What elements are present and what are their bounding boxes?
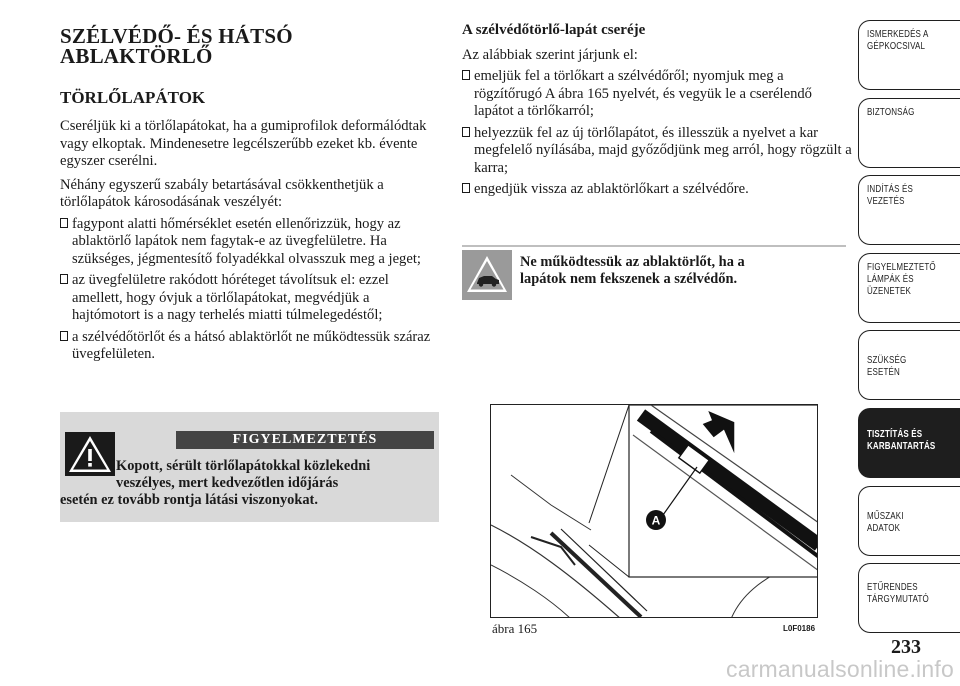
checkbox-bullet-icon xyxy=(60,218,68,228)
figure-code: L0F0186 xyxy=(783,624,816,633)
section-title: SZÉLVÉDŐ- ÉS HÁTSÓ ABLAKTÖRLŐ xyxy=(60,24,293,68)
figure-label-a: A xyxy=(651,513,661,528)
procedure-title: A szélvédőtörlő-lapát cseréje xyxy=(462,22,646,38)
warning-box xyxy=(60,412,439,522)
intro-paragraph: Cseréljük ki a törlőlapátokat, ha a gumiprofilok deformálódtak vagy elkoptak. Mindenesetre legcélszerűbb ezeket kb. évente egyszer cserélni. xyxy=(60,118,427,169)
rules-paragraph: Néhány egyszerű szabály betartásával csökkenthetjük a törlőlapátok károsodásának veszélyét: xyxy=(60,176,384,210)
checkbox-bullet-icon xyxy=(462,70,470,80)
page-number: 233 xyxy=(891,636,921,658)
list-item: az üvegfelületre rakódott hóréteget távolítsuk el: ezzel amellett, hogy óvjuk a törlőlapátokat, megvédjük a hajtómotort is a nagy terhelés miatti túlmelegedéstől; xyxy=(60,272,440,325)
checkbox-bullet-icon xyxy=(462,183,470,193)
chapter-tabs xyxy=(858,20,960,641)
procedure-list xyxy=(462,68,852,199)
checkbox-bullet-icon xyxy=(60,331,68,341)
warning-text: Kopott, sérült törlőlapátokkal közlekedni veszélyes, mert kedvezőtlen időjárás esetén ez tovább rontja látási viszonyokat. xyxy=(60,458,371,508)
rules-list xyxy=(60,216,440,364)
tab-inditas[interactable]: INDÍTÁS ÉS VEZETÉS xyxy=(858,175,960,245)
procedure-intro: Az alábbiak szerint járjunk el: xyxy=(462,47,638,63)
tab-figyelmezteto[interactable]: FIGYELMEZTETŐ LÁMPÁK ÉS ÜZENETEK xyxy=(858,253,960,323)
list-item: fagypont alatti hőmérséklet esetén ellenőrizzük, hogy az ablaktörlő lapátok nem fagytak-e az üvegfelületre. Ha szükséges, jégmentesítő folyadékkal olvasszuk meg a jeget; xyxy=(60,216,440,269)
list-item: helyezzük fel az új törlőlapátot, és illesszük a nyelvet a kar megfelelő nyílásába, majd győződjünk meg arról, hogy rögzült a karra; xyxy=(462,125,852,178)
subsection-title: TÖRLŐLAPÁTOK xyxy=(60,88,206,107)
figure-caption: ábra 165 xyxy=(492,621,538,636)
tab-ismerkedes[interactable]: ISMERKEDÉS A GÉPKOCSIVAL xyxy=(858,20,960,90)
watermark: carmanualsonline.info xyxy=(726,656,954,682)
warning-header: FIGYELMEZTETÉS xyxy=(176,431,434,449)
list-item: a szélvédőtörlőt és a hátsó ablaktörlőt ne működtessük száraz üvegfelületen. xyxy=(60,329,440,364)
caution-text: Ne működtessük az ablaktörlőt, ha a lapátok nem fekszenek a szélvédőn. xyxy=(520,254,745,287)
list-item: engedjük vissza az ablaktörlőkart a szélvédőre. xyxy=(462,181,852,199)
tab-targymutato[interactable]: ETŰRENDES TÁRGYMUTATÓ xyxy=(858,563,960,633)
checkbox-bullet-icon xyxy=(60,274,68,284)
caution-car-icon xyxy=(462,250,512,300)
tab-muszaki[interactable]: MŰSZAKI ADATOK xyxy=(858,486,960,556)
tab-tisztitas[interactable]: TISZTÍTÁS ÉS KARBANTARTÁS xyxy=(858,408,960,478)
checkbox-bullet-icon xyxy=(462,127,470,137)
list-item: emeljük fel a törlőkart a szélvédőről; nyomjuk meg a rögzítőrugó A ábra 165 nyelvét, és vegyük le a cserélendő lapátot a törlőkarról; xyxy=(462,68,852,121)
section-divider xyxy=(462,245,846,247)
left-column xyxy=(60,26,440,368)
wiper-blade-illustration xyxy=(490,404,818,618)
tab-szukseg[interactable]: SZÜKSÉG ESETÉN xyxy=(858,330,960,400)
right-column xyxy=(462,22,852,203)
tab-biztonsag[interactable]: BIZTONSÁG xyxy=(858,98,960,168)
